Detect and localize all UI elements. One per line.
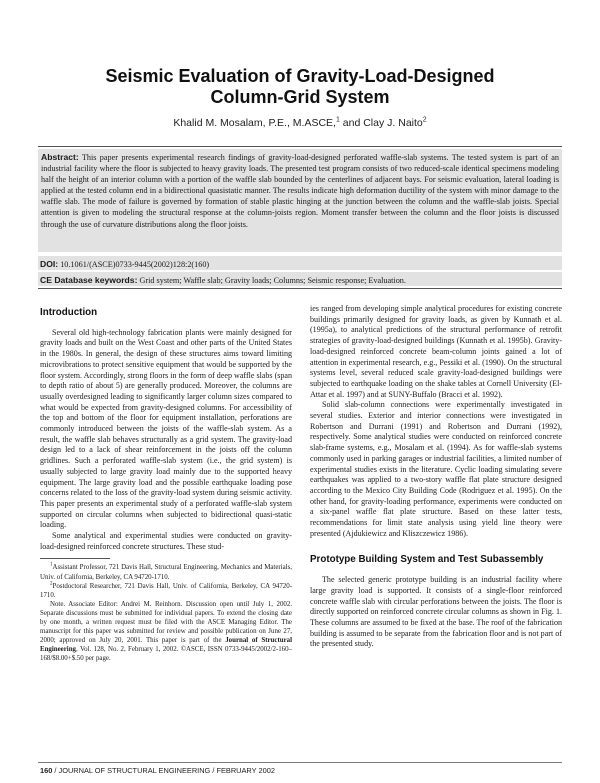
abstract-text: This paper presents experimental research findings of gravity-load-designed perforated waffle-slab systems. The tested system is part of an industrial facility where the floor is subjected to heavy gravity loads. The presented test program consists of two reduced-scale identical specimens modeling half the height of an interior column with a portion of the waffle slab bounded by the centerlines of adjacent bays. For seismic evaluation, lateral loading is applied at the tested column end in a bidirectional quasistatic manner. The results indicate high deformation ductility of the system with minor damage to the waffle slab. The mode of failure is governed by formation of stable plastic hinging at the junction between the column and the waffle-slab joists. Special attention is given to modeling the structural response at the column-joists region. Moment transfer between the column and the floor joists is discussed through the use of curvature distributions along the floor joists. (41, 153, 559, 229)
doi-row (40, 259, 560, 270)
prototype-paragraph-1: The selected generic prototype building is an industrial facility where large gravity load is supported. It consists of a single-floor reinforced concrete waffle slab with circular perforations between the joists. The floor is directly supported on reinforced concrete circular columns as shown in Fig. 1. These columns are assumed to be fixed at the base. The roof of the fabrication building is assumed to be separate from the fabrication floor and is not part of the presented study. (310, 575, 562, 649)
title-line-2: Column-Grid System (210, 87, 390, 107)
page-footer (40, 766, 560, 775)
footnote-rule (40, 558, 110, 559)
intro-paragraph-1: Several old high-technology fabrication plants were mainly designed for gravity loads and built on the West Coast and other parts of the United States in the 1980s. In general, the design of these structures aims toward limiting microvibrations to protect sensitive equipment that would be supported by the floor system. Accordingly, strong floors in the form of deep waffle slabs (span to depth ratio of about 5) are generally produced. Moreover, the columns are usually overdesigned leading to significantly larger column sizes compared to what would be expected from gravity-designed columns. For accessibility of the top and bottom of the floor for equipment installation, perforations are commonly introduced between the joists of the waffle-slab system. As a result, the waffle slab behaves structurally as a grid system. The gravity-load design led to a lack of shear reinforcement in the joists off the column gridlines. Such a perforated waffle-slab system (i.e., the grid system) is usually subjected to large gravity load mainly due to the supported heavy equipment. The large gravity load and the possible earthquake loading pose concerns related to the loss of the gravity-load system during seismic activity. This paper presents an experimental study of a perforated waffle-slab system supported on circular columns when subjected to bidirectional quasi-static loading. (40, 327, 292, 530)
footer-journal: / JOURNAL OF STRUCTURAL ENGINEERING / FEBRUARY 2002 (52, 766, 275, 775)
note-journal: Journal of Structural Engineering (40, 637, 292, 654)
footnote-2-text: Postdoctoral Researcher, 721 Davis Hall, Univ. of California, Berkeley, CA 94720-1710. (40, 582, 292, 599)
footnote-1-text: Assistant Professor, 721 Davis Hall, Structural Engineering, Mechanics and Materials, Univ. of California, Berkeley, CA 94720-1710. (40, 564, 292, 581)
footer-rule (38, 762, 562, 763)
section-heading-prototype: Prototype Building System and Test Subassembly (310, 554, 544, 566)
keywords-bottom-rule (38, 288, 562, 289)
abstract (41, 152, 559, 230)
left-column (40, 304, 292, 664)
keywords-value: Grid system; Waffle slab; Gravity loads; Columns; Seismic response; Evaluation. (139, 276, 406, 285)
doi-label: DOI: (40, 259, 59, 269)
note-text-b: , Vol. 128, No. 2, February 1, 2002. ©ASCE, ISSN 0733-9445/2002/2-160–168/$8.00+$.50 per page. (40, 646, 292, 663)
author-1: Khalid M. Mosalam, P.E., M.ASCE, (173, 117, 336, 129)
author-2-affil: 2 (422, 116, 427, 124)
note-text-a: Note. Associate Editor: Andrei M. Reinhorn. Discussion open until July 1, 2002. Separate discussions must be submitted for individual papers. To extend the closing date by one month, a written request must be filed with the ASCE Managing Editor. The manuscript for this paper was submitted for review and possible publication on June 27, 2000; approved on July 20, 2001. This paper is part of the (40, 600, 292, 645)
keywords-row (40, 275, 560, 286)
author-1-affil: 1 (335, 116, 340, 124)
right-paragraph-2: Solid slab-column connections were experimentally investigated in several studies. Exterior and interior connections were investigated in Robertson and Durrani (1991) and Robertson and Durrani (1992), respectively. Some analytical studies were conducted on reinforced concrete slab-frame systems, e.g., Mosalam et al. (1994). As for waffle-slab systems commonly used in parking garages or industrial facilities, a limited number of experimental studies exists in the literature. Cyclic loading simulating severe earthquakes was applied to a two-story waffle flat plate structure designed according to the Mexico City Building Code (Rodriguez et al. 1995). On the other hand, for gravity-loading performance, experiments were conducted on a six-panel waffle flat plate structure. Based on these latter tests, recommendations for limit state analysis using yield line theory were presented (Ajdukiewicz and Kliszczewicz 1986). (310, 400, 562, 538)
intro-paragraph-2: Some analytical and experimental studies were conducted on gravity-load-designed reinforced concrete structures. These stud- (40, 531, 292, 551)
title-line-1: Seismic Evaluation of Gravity-Load-Designed (105, 66, 495, 86)
doi-value: 10.1061/(ASCE)0733-9445(2002)128:2(160) (60, 260, 210, 269)
right-column (310, 304, 562, 650)
paper-title (40, 66, 560, 108)
right-paragraph-1: ies ranged from developing simple analytical procedures for existing concrete buildings primarily designed for gravity loads, as given by Kunnath et al. (1995a), to analytical predictions of the structural performance of retrofit strategies of gravity-load-designed buildings (Kunnath et al. 1995b). Gravity-load-designed reinforced concrete beam-column joints gained a lot of attention in experimental research, e.g., Pessiki et al. (1990). On the structural systems level, several reduced scale gravity-load-designed buildings were subjected to earthquake loading on the shake tables at Cornell University (El-Attar et al. 1997) and at SUNY-Buffalo (Bracci et al. 1992). (310, 304, 562, 399)
keywords-label: CE Database keywords: (40, 275, 138, 285)
footnote-2 (40, 582, 292, 600)
editorial-note (40, 600, 292, 664)
footnote-1 (40, 563, 292, 581)
footnote-2-mark: 2 (50, 581, 53, 587)
abstract-top-rule (38, 146, 562, 147)
section-heading-introduction: Introduction (40, 307, 98, 318)
footnote-1-mark: 1 (50, 563, 53, 569)
abstract-label: Abstract: (41, 152, 79, 162)
author-line (40, 117, 560, 129)
author-2: and Clay J. Naito (339, 117, 423, 129)
page-number: 160 (40, 766, 53, 775)
